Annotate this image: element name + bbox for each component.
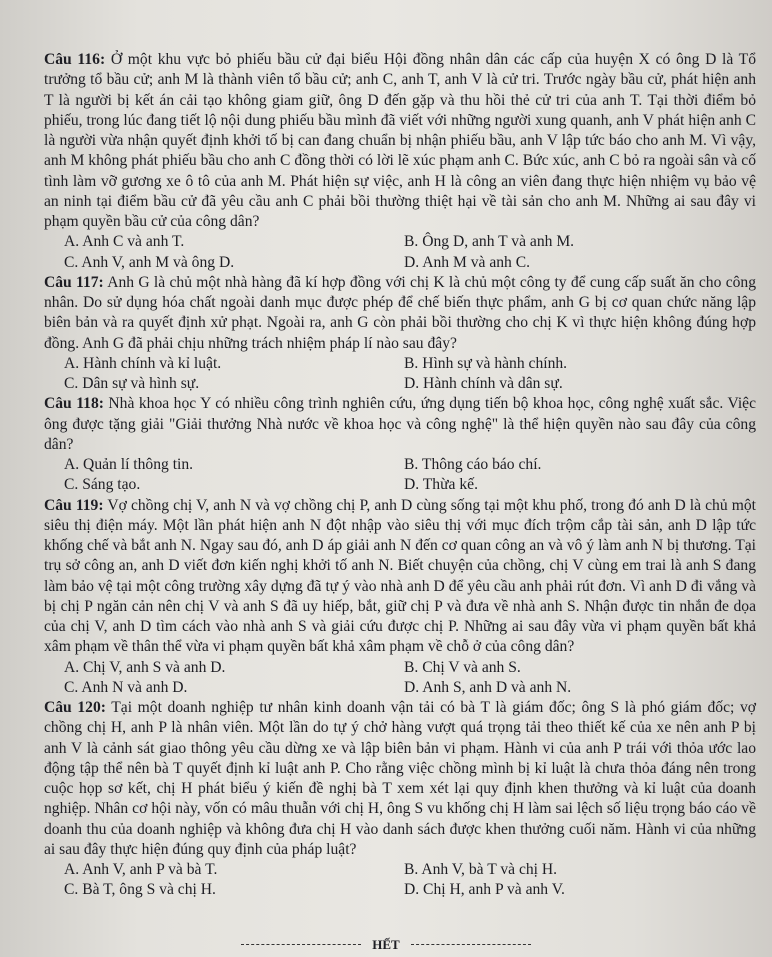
option-c: C. Anh N và anh D. [64,678,188,696]
option-c: C. Anh V, anh M và ông D. [64,253,235,271]
answer-options-120 [44,860,756,901]
question-text: Tại một doanh nghiệp tư nhân kinh doanh vận tải có bà T là giám đốc; ông S là phó giám đốc; vợ chồng chị H, anh P là nhân viên. Một lần do tự ý chở hàng vượt quá trọng tải theo thiết kế của xe nên anh P bị anh V là cảnh sát giao thông yêu cầu dừng xe và lập biên bản vi phạm. Hành vi của anh P trái với thỏa ước lao động tập thể nên bà T quyết định kỉ luật anh P. Cho rằng việc chồng mình bị kỉ luật là chưa thỏa đáng nên trong cuộc họp sơ kết, chị H phát biểu ý kiến đề nghị bà T xem xét lại quy định khen thưởng và kỉ luật của doanh nghiệp. Nhân cơ hội này, vốn có mâu thuẫn với chị H, ông S vu khống chị H làm sai lệch số liệu trọng báo cáo về doanh thu của doanh nghiệp và không đưa chị H vào danh sách được khen thưởng cuối năm. Hành vi của những ai sau đây thực hiện đúng quy định của pháp luật? [44,699,756,858]
option-a: A. Hành chính và kỉ luật. [64,354,222,372]
question-label: Câu 119: [44,496,104,514]
question-text: Vợ chồng chị V, anh N và vợ chồng chị P, anh D cùng sống tại một khu phố, trong đó anh D là chủ một siêu thị điện máy. Một lần phát hiện anh N đột nhập vào siêu thị với mục đích trộm cắp tài sản, anh D lập tức khống chế và bắt anh N. Ngay sau đó, anh D áp giải anh N đến cơ quan công an và vô ý làm anh N bị thương. Tại trụ sở công an, anh D viết đơn kiến nghị khởi tố anh N. Biết chuyện của chồng, chị V cùng em trai là anh S đang làm bảo vệ tại một công trường xây dựng đã tự ý vào nhà anh D để yêu cầu anh phải rút đơn. Vì anh D đi vắng và bị chị P ngăn cản nên chị V và anh S đã uy hiếp, bắt, giữ chị P và đưa về nhà anh S. Nhận được tin nhắn đe dọa của chị V, anh D tìm cách vào nhà anh S và giải cứu được chị P. Những ai sau đây vừa vi phạm quyền bất khả xâm phạm về thân thể vừa vi phạm quyền bất khả xâm phạm về chỗ ở của công dân? [44,496,756,656]
option-c: C. Bà T, ông S và chị H. [64,881,216,899]
answer-options-116 [44,232,756,273]
question-text: Ở một khu vực bỏ phiếu bầu cử đại biểu Hội đồng nhân dân các cấp của huyện X có ông D là Tổ trưởng tổ bầu cử; anh M là thành viên tổ bầu cử; anh C, anh T, anh V là cử tri. Trước ngày bầu cử, phát hiện anh T là người bị kết án cải tạo không giam giữ, ông D đến gặp và thu hồi thẻ cử tri của anh T. Tại thời điểm bỏ phiếu, trong lúc đang tiết lộ nội dung phiếu bầu mình đã viết với những người xung quanh, anh V phát hiện anh C là người vừa nhận quyết định khởi tố bị can đang chuẩn bị nhận phiếu bầu, anh V lập tức báo cho anh M. Vì vậy, anh M không phát phiếu bầu cho anh C đồng thời có lời lẽ xúc phạm anh C. Bức xúc, anh C bỏ ra ngoài sân và cố tình làm vỡ gương xe ô tô của anh M. Phát hiện sự việc, anh H là công an viên đang thực hiện nhiệm vụ bảo vệ an ninh tại điểm bầu cử đã yêu cầu anh C phải bồi thường thiệt hại về tài sản cho anh M. Những ai sau đây vi phạm quyền bầu cử của công dân? [44,51,756,230]
option-d: D. Chị H, anh P và anh V. [404,881,565,899]
question-label: Câu 116: [44,51,106,68]
divider [411,944,531,945]
option-b: B. Anh V, bà T và chị H. [404,861,558,878]
question-116 [44,50,756,232]
answer-options-119 [44,658,756,699]
answer-options-117 [44,354,756,395]
option-a: A. Anh C và anh T. [64,233,185,251]
option-a: A. Chị V, anh S và anh D. [64,658,226,676]
exam-content [44,50,756,901]
option-a: A. Quản lí thông tin. [64,456,194,473]
question-label: Câu 117: [44,273,104,291]
question-label: Câu 120: [44,699,106,716]
question-120 [44,698,756,860]
option-d: D. Thừa kế. [404,476,478,494]
option-d: D. Anh S, anh D và anh N. [404,678,572,696]
option-d: D. Hành chính và dân sự. [404,375,563,392]
end-label: HẾT [372,936,400,952]
option-b: B. Hình sự và hành chính. [404,354,568,372]
question-118 [44,394,756,455]
answer-options-118 [44,455,756,496]
page-footer [0,934,772,954]
question-text: Anh G là chủ một nhà hàng đã kí hợp đồng với chị K là chủ một công ty để cung cấp suất ăn cho công nhân. Do sử dụng hóa chất ngoài danh mục được phép để chế biến thực phẩm, anh G bị cơ quan chức năng lập biên bản và ra quyết định xử phạt. Ngoài ra, anh G còn phải bồi thường cho chị K vì thực hiện không đúng hợp đồng. Anh G đã phải chịu những trách nhiệm pháp lí nào sau đây? [44,273,757,352]
question-label: Câu 118: [44,395,104,413]
question-119 [44,496,756,658]
option-d: D. Anh M và anh C. [404,253,531,271]
option-c: C. Dân sự và hình sự. [64,375,200,392]
option-b: B. Thông cáo báo chí. [404,456,542,473]
option-c: C. Sáng tạo. [64,476,141,494]
divider [241,944,361,945]
question-text: Nhà khoa học Y có nhiều công trình nghiên cứu, ứng dụng tiến bộ khoa học, công nghệ xuất sắc. Việc ông được tặng giải "Giải thưởng Nhà nước về khoa học và công nghệ" là thể hiện quyền nào sau đây của công dân? [44,395,756,453]
option-b: B. Chị V và anh S. [404,658,521,676]
question-117 [44,273,756,354]
option-a: A. Anh V, anh P và bà T. [64,861,218,878]
option-b: B. Ông D, anh T và anh M. [404,233,575,251]
